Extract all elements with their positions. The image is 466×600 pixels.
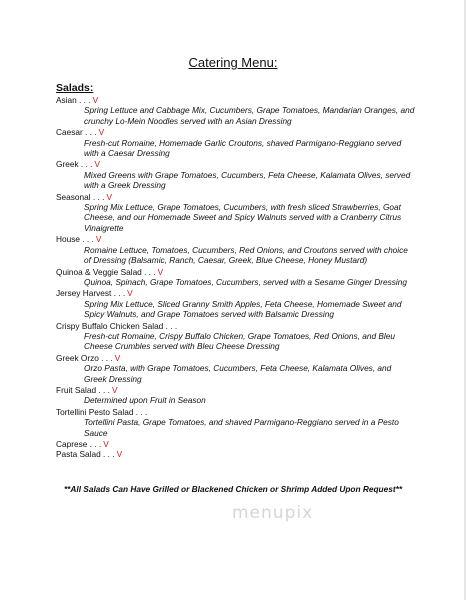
menu-item xyxy=(56,159,416,190)
vegetarian-mark: V xyxy=(114,352,121,363)
item-description: Spring Lettuce and Cabbage Mix, Cucumbers, Grape Tomatoes, Mandarian Oranges, and crunchy Lo-Mein Noodles served with an Asian Dressing xyxy=(84,105,415,126)
item-description: Mixed Greens with Grape Tomatoes, Cucumbers, Feta Cheese, Kalamata Olives, served with a Greek Dressing xyxy=(84,169,411,191)
item-description: Quinoa, Spinach, Grape Tomatoes, Cucumbers, served with a Sesame Ginger Dressing xyxy=(84,276,407,287)
item-name: Caesar . . . xyxy=(56,127,97,138)
item-name: Asian . . . xyxy=(56,95,91,105)
menu-item xyxy=(56,127,416,158)
menu-item xyxy=(56,439,416,449)
menu-list xyxy=(56,95,416,460)
item-name: Pasta Salad . . . xyxy=(56,449,115,460)
item-name: Crispy Buffalo Chicken Salad . . . xyxy=(56,320,178,331)
item-description: Determined upon Fruit in Season xyxy=(84,395,206,406)
vegetarian-mark: V xyxy=(111,384,118,395)
item-description: Tortellini Pasta, Grape Tomatoes, and shaved Parmigano-Reggiano served in a Pesto Sauce xyxy=(84,417,399,438)
vegetarian-mark: V xyxy=(157,266,164,277)
vegetarian-mark: V xyxy=(92,95,99,105)
section-heading-salads: Salads: xyxy=(56,82,94,94)
footnote: **All Salads Can Have Grilled or Blackened Chicken or Shrimp Added Upon Request** xyxy=(63,484,403,494)
item-description: Spring Mix Lettuce, Grape Tomatoes, Cucumbers, with fresh sliced Strawberries, Goat Cheese, and our Homemade Sweet and Spicy Walnuts served with a Cranberry Citrus Vinaigrette xyxy=(84,202,402,233)
vegetarian-mark: V xyxy=(103,439,109,449)
vegetarian-mark: V xyxy=(127,288,133,299)
page-title: Catering Menu: xyxy=(188,55,278,70)
vegetarian-mark: V xyxy=(94,159,100,170)
item-name: Greek Orzo . . . xyxy=(56,352,113,363)
item-description: Fresh-cut Romaine, Crispy Buffalo Chicken, Grape Tomatoes, Red Onions, and Bleu Cheese Crumbles served with Bleu Cheese Dressing xyxy=(84,330,395,352)
item-name: Caprese . . . xyxy=(56,439,102,449)
menu-item xyxy=(56,234,416,265)
item-description: Romaine Lettuce, Tomatoes, Cucumbers, Red Onions, and Croutons served with choice of Dressing (Balsamic, Ranch, Caesar, Greek, Blue Cheese, Honey Mustard) xyxy=(84,244,408,266)
item-name: Jersey Harvest . . . xyxy=(56,288,126,299)
menu-item xyxy=(56,385,416,406)
menu-item xyxy=(56,407,416,438)
menu-item xyxy=(56,288,416,319)
vegetarian-mark: V xyxy=(106,191,112,202)
item-name: Tortellini Pesto Salad . . . xyxy=(56,406,148,417)
menu-item xyxy=(56,321,416,352)
menu-item xyxy=(56,267,416,288)
vegetarian-mark: V xyxy=(98,127,105,138)
item-description: Fresh-cut Romaine, Homemade Garlic Croutons, shaved Parmigano-Reggiano served with a Caesar Dressing xyxy=(84,137,402,159)
item-name: House . . . xyxy=(56,234,94,245)
menu-item xyxy=(56,353,416,384)
menu-item xyxy=(56,449,416,459)
item-description: Orzo Pasta, with Grape Tomatoes, Cucumbers, Feta Cheese, Kalamata Olives, and Greek Dressing xyxy=(84,363,392,384)
menu-item xyxy=(56,95,416,126)
item-name: Greek . . . xyxy=(56,159,93,170)
item-name: Quinoa & Veggie Salad . . . xyxy=(56,266,156,277)
item-description: Spring Mix Lettuce, Sliced Granny Smith Apples, Feta Cheese, Homemade Sweet and Spicy Walnuts, and Grape Tomatoes served with Balsamic Dressing xyxy=(84,298,402,320)
item-name: Seasonal . . . xyxy=(56,191,105,202)
item-name: Fruit Salad . . . xyxy=(56,384,110,395)
watermark-logo: menupix xyxy=(232,503,314,523)
vegetarian-mark: V xyxy=(95,234,102,245)
menu-item xyxy=(56,192,416,234)
vegetarian-mark: V xyxy=(116,449,123,460)
